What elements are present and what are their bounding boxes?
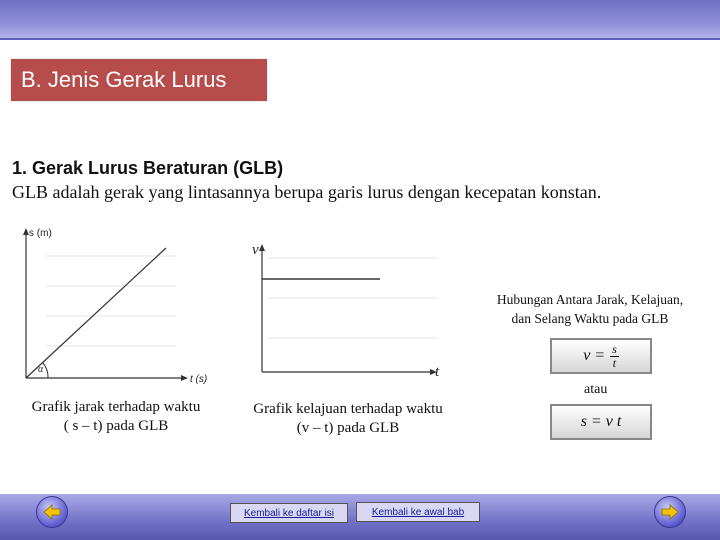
top-divider	[0, 38, 720, 40]
formula-s-text: s = v t	[580, 413, 622, 430]
heading: 1. Gerak Lurus Beraturan (GLB)	[12, 158, 284, 178]
vt-caption-line2: (v – t) pada GLB	[296, 420, 400, 436]
arrow-right-icon	[658, 500, 682, 524]
toc-link[interactable]: Kembali ke daftar isi	[230, 503, 348, 523]
vt-caption	[240, 400, 456, 438]
description: GLB adalah gerak yang lintasannya berupa garis lurus dengan kecepatan konstan.	[12, 182, 602, 202]
graph-vt	[248, 238, 448, 380]
vt-y-label: v	[252, 242, 259, 258]
st-x-label: t (s)	[190, 374, 208, 385]
section-title: B. Jenis Gerak Lurus	[21, 67, 227, 92]
arrow-left-icon	[40, 500, 64, 524]
formula-s	[550, 404, 652, 440]
prev-button[interactable]	[36, 496, 68, 528]
formula-v-den: t	[612, 355, 617, 370]
st-caption-line1: Grafik jarak terhadap waktu	[31, 399, 201, 415]
st-caption-line2: ( s – t) pada GLB	[63, 418, 169, 434]
st-caption	[18, 398, 214, 436]
relation-line1: Hubungan Antara Jarak, Kelajuan,	[496, 292, 684, 307]
st-angle-label: α	[38, 364, 44, 375]
relation-text	[470, 290, 710, 328]
st-y-label: s (m)	[29, 228, 52, 239]
chapter-start-link[interactable]: Kembali ke awal bab	[356, 502, 480, 522]
section-title-box	[10, 58, 268, 102]
top-banner	[0, 0, 720, 38]
vt-caption-line1: Grafik kelajuan terhadap waktu	[253, 401, 443, 417]
st-line	[26, 248, 166, 378]
vt-x-label: t	[435, 364, 440, 380]
formula-v-num: s	[612, 341, 617, 356]
formula-v-lhs: v =	[583, 347, 606, 364]
next-button[interactable]	[654, 496, 686, 528]
formula-v-fraction	[610, 343, 619, 370]
graph-st	[16, 226, 216, 388]
or-text: atau	[584, 382, 608, 397]
formula-v	[550, 338, 652, 374]
relation-line2: dan Selang Waktu pada GLB	[511, 311, 669, 326]
